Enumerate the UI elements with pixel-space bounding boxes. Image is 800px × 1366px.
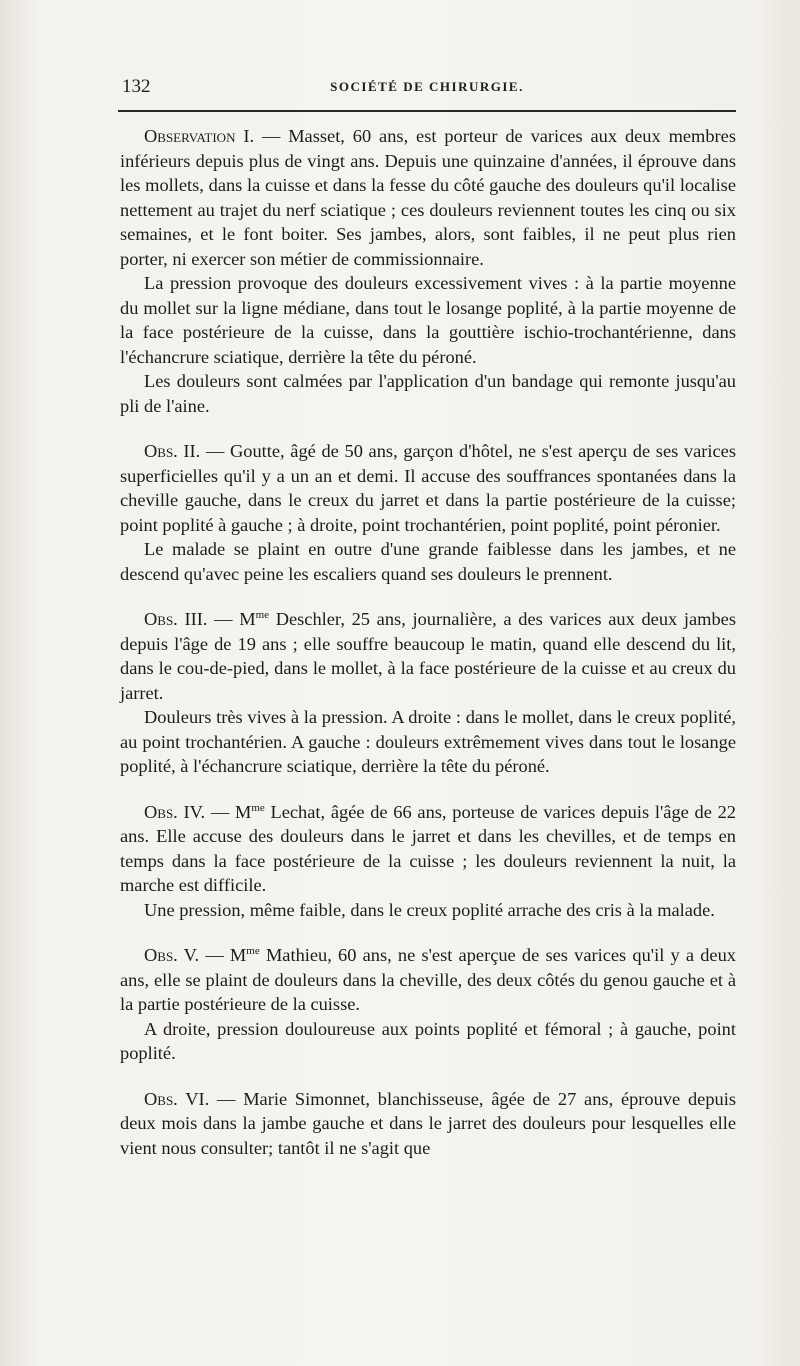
observation-text: Deschler, 25 ans, journalière, a des varices aux deux jambes depuis l'âge de 19 ans ; elle souffre beaucoup le matin, quand elle descend du lit, dans le cou-de-pied, dans le mollet, à la face postérieure de la cuisse et au creux du jarret. xyxy=(120,609,736,703)
title-superscript: me xyxy=(255,608,270,621)
observation-label: Observation I. xyxy=(144,126,255,146)
observation-6-paragraph-1 xyxy=(120,1087,736,1161)
observation-3-paragraph-1 xyxy=(120,607,736,705)
body-text xyxy=(120,124,736,1160)
observation-2-paragraph-1 xyxy=(120,439,736,537)
observation-text: Lechat, âgée de 66 ans, porteuse de varices depuis l'âge de 22 ans. Elle accuse des douleurs dans le jarret et dans les chevilles, et de temps en temps dans la face postérieure de la cuisse ; les douleurs reviennent la nuit, la marche est difficile. xyxy=(120,801,736,895)
title-superscript: me xyxy=(251,801,265,814)
observation-label: Obs. VI. xyxy=(144,1088,210,1109)
header-rule xyxy=(118,110,736,112)
page-header xyxy=(118,76,736,102)
observation-3-paragraph-2: Douleurs très vives à la pression. A droite : dans le mollet, dans le creux poplité, au point trochantérien. A gauche : douleurs extrêmement vives dans tout le losange poplité, à l'échancrure sciatique, derrière la tête du péroné. xyxy=(120,707,736,776)
observation-label: Obs. IV. xyxy=(144,801,206,822)
observation-label: Obs. III. xyxy=(144,609,208,629)
title-superscript: me xyxy=(246,944,260,957)
observation-4-paragraph-1 xyxy=(120,800,736,898)
page-number: 132 xyxy=(122,76,151,97)
observation-text: Mathieu, 60 ans, ne s'est aperçue de ses varices qu'il y a deux ans, elle se plaint de douleurs dans la cheville, des deux côtés du genou gauche et à la partie postérieure de la cuisse. xyxy=(120,945,736,1014)
running-head: SOCIÉTÉ DE CHIRURGIE. xyxy=(330,79,524,94)
observation-5-paragraph-1 xyxy=(120,943,736,1017)
observation-1-paragraph-1 xyxy=(120,124,736,271)
observation-4-paragraph-2: Une pression, même faible, dans le creux poplité arrache des cris à la malade. xyxy=(144,899,715,920)
observation-label: Obs. V. xyxy=(144,945,200,965)
observation-label: Obs. II. xyxy=(144,441,201,461)
observation-title-prefix: — M xyxy=(199,945,247,965)
observation-text: — Marie Simonnet, blanchisseuse, âgée de 27 ans, éprouve depuis deux mois dans la jambe gauche et dans le jarret des douleurs pour lesquelles elle vient nous consulter; tantôt il ne s'agit que xyxy=(120,1088,736,1158)
observation-text: — Goutte, âgé de 50 ans, garçon d'hôtel, ne s'est aperçu de ses varices superficielles qu'il y a un an et demi. Il accuse des souffrances spontanées dans la cheville gauche, dans le creux du jarret et dans la partie postérieure de la cuisse; point poplité à gauche ; à droite, point trochantérien, point poplité, point péronier. xyxy=(120,441,737,535)
observation-title-prefix: — M xyxy=(207,609,256,629)
observation-2-paragraph-2: Le malade se plaint en outre d'une grande faiblesse dans les jambes, et ne descend qu'avec peine les escaliers quand ses douleurs le prennent. xyxy=(120,539,736,584)
observation-5-paragraph-2: A droite, pression douloureuse aux points poplité et fémoral ; à gauche, point poplité. xyxy=(120,1018,736,1063)
observation-1-paragraph-2: La pression provoque des douleurs excessivement vives : à la partie moyenne du mollet sur la ligne médiane, dans tout le losange poplité, à la partie moyenne de la face postérieure de la cuisse, dans la gouttière ischio-trochantérienne, dans l'échancrure sciatique, derrière la tête du péroné. xyxy=(120,273,736,367)
observation-title-prefix: — M xyxy=(205,801,252,822)
observation-1-paragraph-3: Les douleurs sont calmées par l'application d'un bandage qui remonte jusqu'au pli de l'aine. xyxy=(120,371,736,416)
observation-text: — Masset, 60 ans, est porteur de varices aux deux membres inférieurs depuis plus de vingt ans. Depuis une quinzaine d'années, il éprouve dans les mollets, dans la cuisse et dans la fesse du côté gauche des douleurs qu'il localise nettement au trajet du nerf sciatique ; ces douleurs reviennent toutes les cinq ou six semaines, et le font boiter. Ses jambes, alors, sont faibles, il ne peut plus rien porter, ni exercer son métier de commissionnaire. xyxy=(120,126,736,269)
